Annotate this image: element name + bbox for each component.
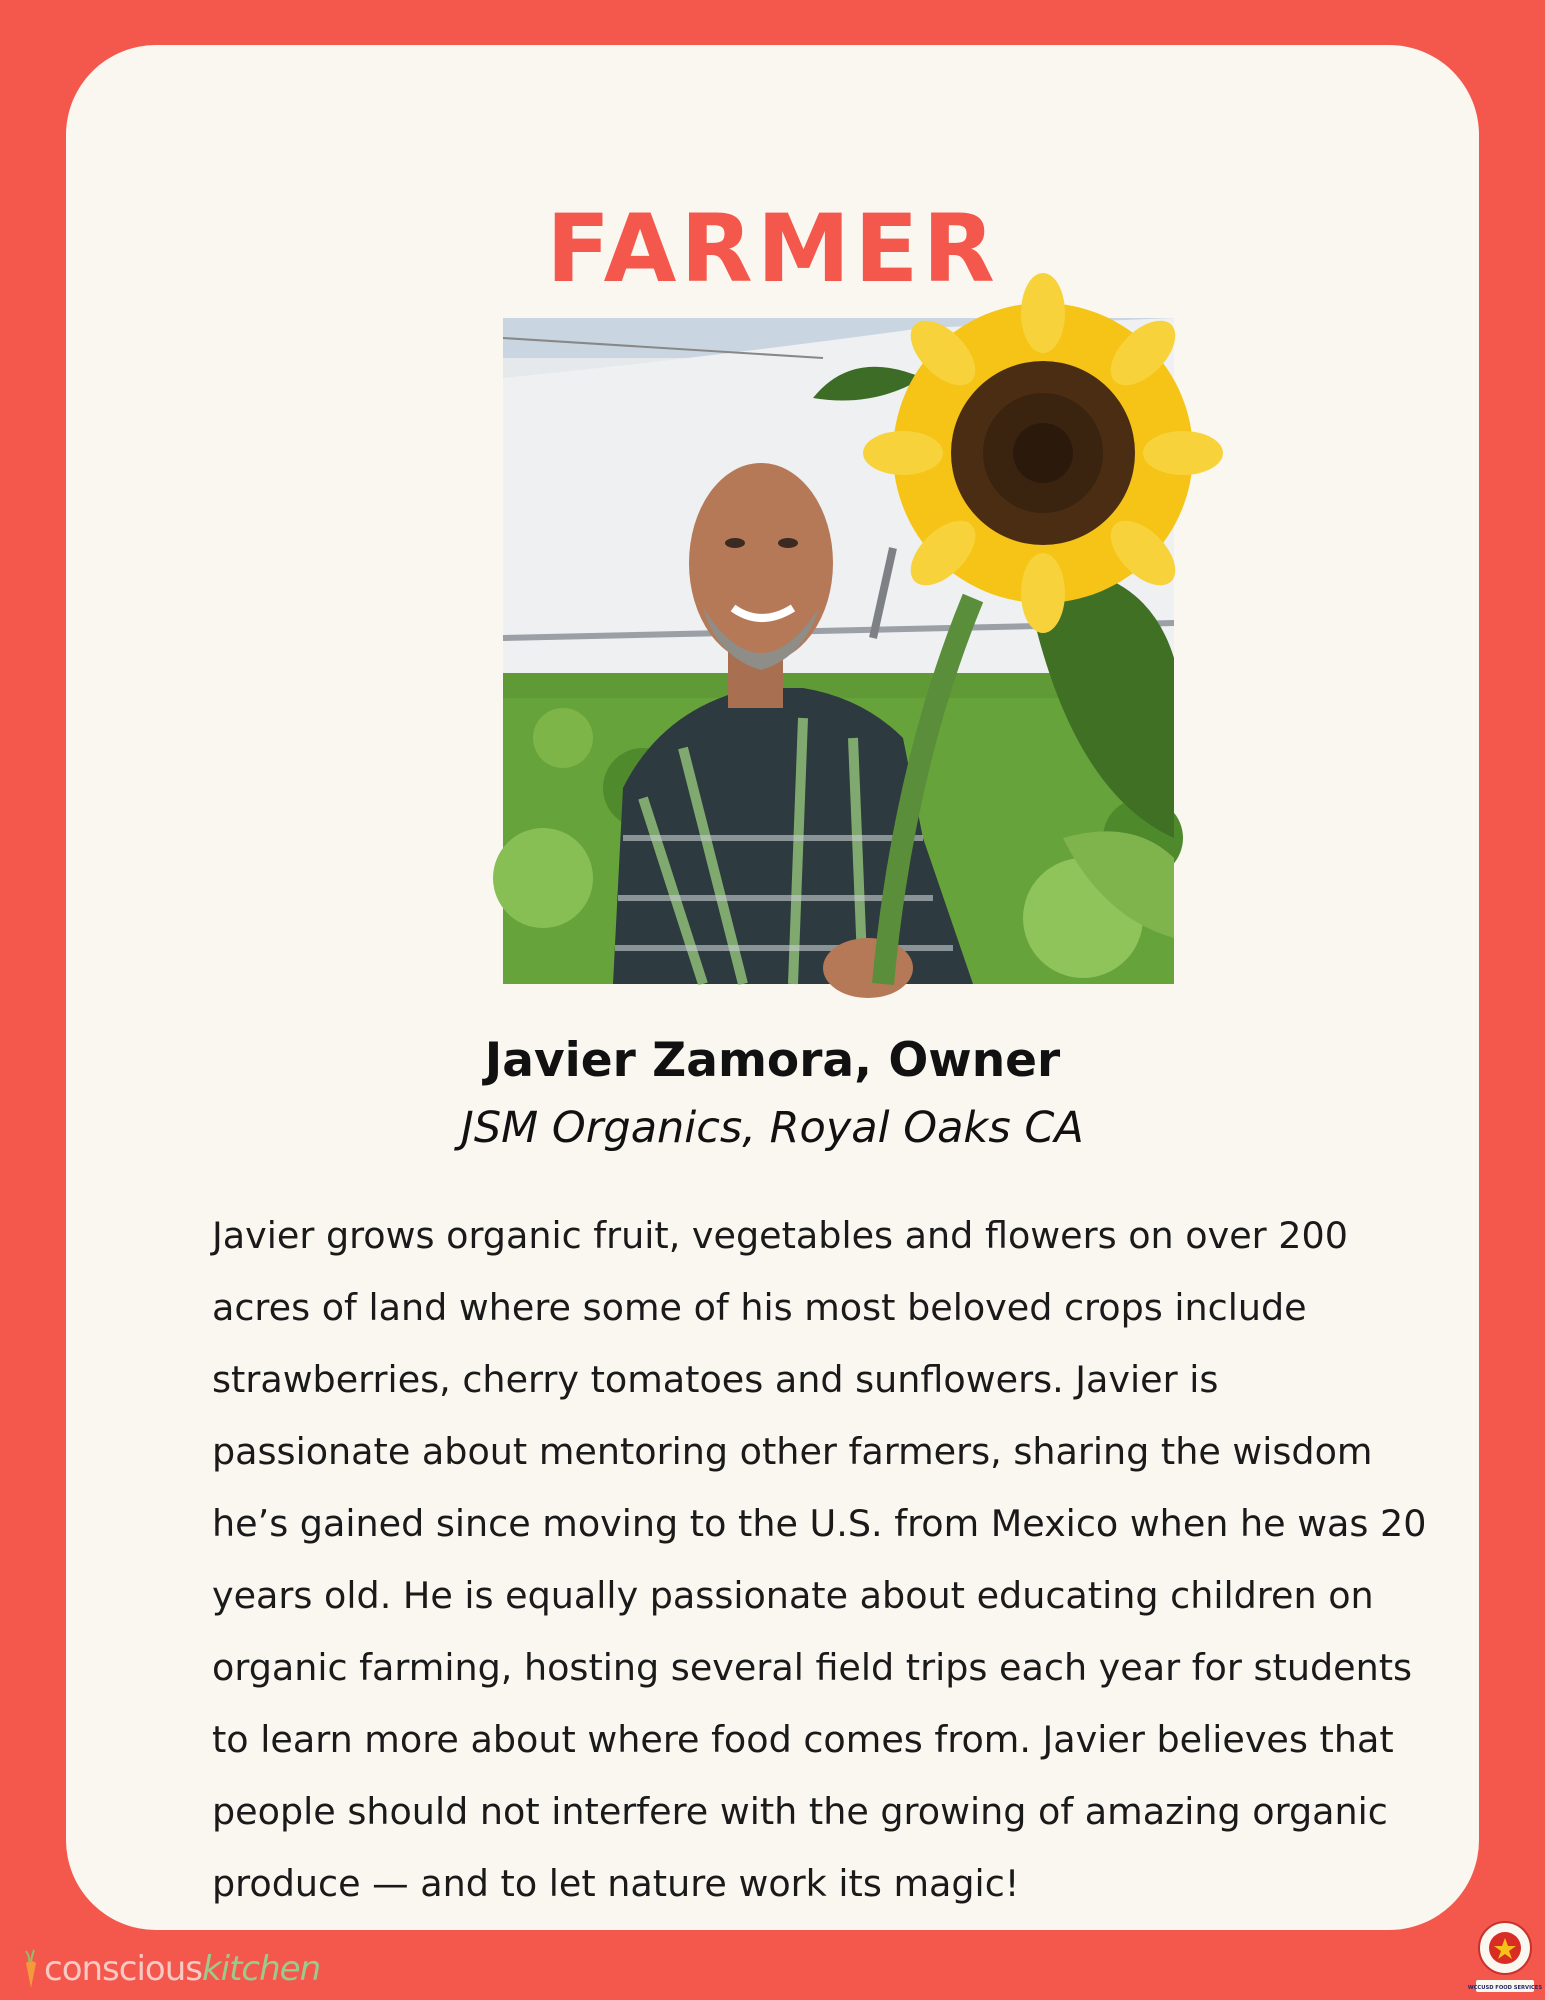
bio-line: acres of land where some of his most beloved crops include xyxy=(212,1286,1307,1329)
bio-line: people should not interfere with the growing of amazing organic xyxy=(212,1790,1388,1833)
profile-card xyxy=(66,45,1479,1930)
conscious-kitchen-logo xyxy=(20,1948,320,1990)
bio-line: to learn more about where food comes from. Javier believes that xyxy=(212,1718,1394,1761)
bio-line: Javier grows organic fruit, vegetables and flowers on over 200 xyxy=(212,1214,1348,1257)
food-services-seal-icon xyxy=(1467,1918,1543,1994)
brand-text-kitchen: kitchen xyxy=(201,1949,321,1989)
farmer-name: Javier Zamora, Owner xyxy=(484,1033,1061,1088)
page-title: FARMER xyxy=(546,195,999,304)
brand-text-conscious: conscious xyxy=(44,1949,202,1989)
bio-line: organic farming, hosting several field trips each year for students xyxy=(212,1646,1413,1689)
bio-line: years old. He is equally passionate about educating children on xyxy=(212,1574,1374,1617)
bio-line: produce — and to let nature work its magic! xyxy=(212,1862,1020,1905)
bio-line: he’s gained since moving to the U.S. from Mexico when he was 20 xyxy=(212,1502,1427,1545)
carrot-icon xyxy=(20,1949,42,1989)
farm-organization: JSM Organics, Royal Oaks CA xyxy=(461,1103,1084,1153)
farmer-bio xyxy=(212,1200,1472,1920)
seal-text: WCCUSD FOOD SERVICES xyxy=(1467,1985,1543,1991)
farmer-photo xyxy=(503,318,1174,984)
bio-line: strawberries, cherry tomatoes and sunflowers. Javier is xyxy=(212,1358,1219,1401)
bio-line: passionate about mentoring other farmers, sharing the wisdom xyxy=(212,1430,1373,1473)
